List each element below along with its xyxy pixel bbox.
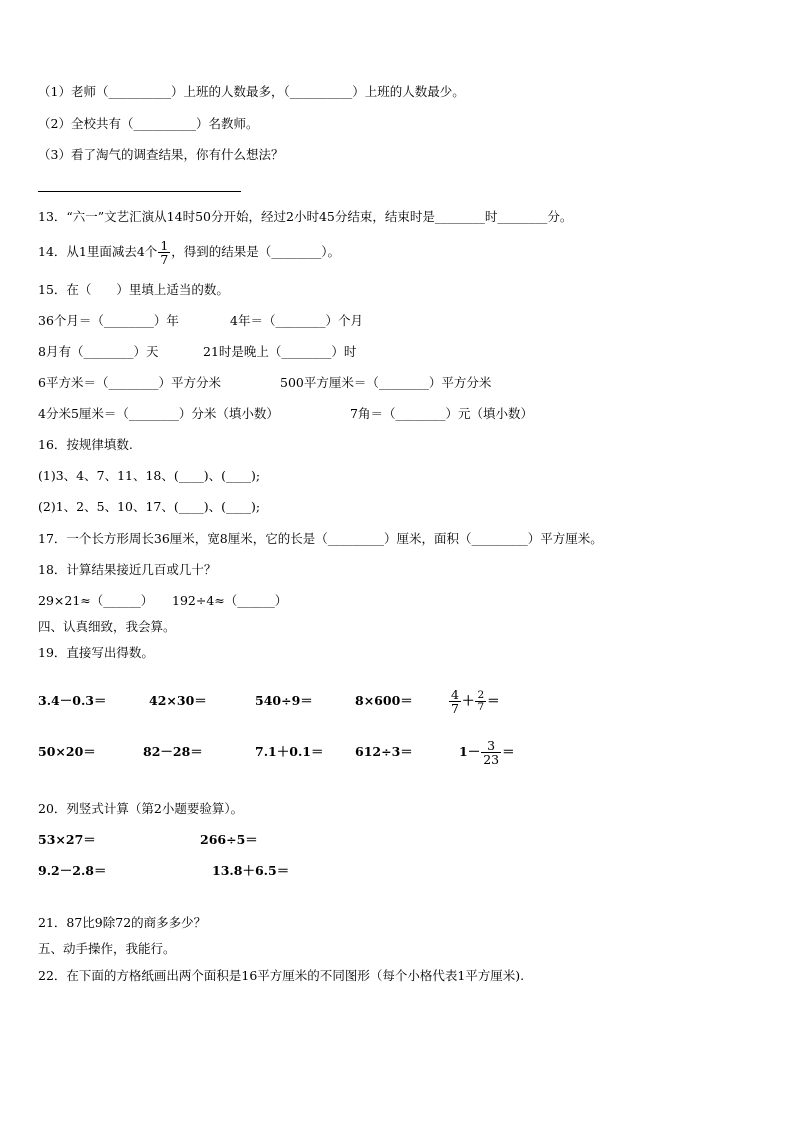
- q12-sub3: （3）看了淘气的调查结果，你有什么想法？: [38, 147, 284, 162]
- q19-r2-3: 7.1＋0.1＝: [255, 744, 324, 759]
- q14: [38, 237, 340, 267]
- q16-s2: (2)1、2、5、10、17、(____)、(____);: [38, 499, 261, 514]
- q14-text-before: 14．从1里面减去4个: [38, 244, 158, 259]
- q21: 21．87比9除72的商多多少？: [38, 915, 207, 930]
- q19-r1-3: 540÷9＝: [255, 693, 313, 708]
- q14-text-after: ，得到的结果是（________）。: [171, 244, 341, 259]
- q12-sub1: （1）老师（__________）上班的人数最多，（__________）上班的人数最少。: [38, 84, 465, 99]
- q13: 13．“六一”文艺汇演从14时50分开始，经过2小时45分结束，结束时是________时________分。: [38, 209, 573, 224]
- q15-r2b: 21时是晚上（________）时: [203, 344, 357, 359]
- fraction-three-twentythirds: $\frac{3}{23}$: [483, 738, 500, 767]
- q19-r2-4: 612÷3＝: [355, 744, 413, 759]
- q19-r1-5: [448, 686, 500, 716]
- q15-r1b: 4年＝（________）个月: [230, 313, 363, 328]
- q20-d: 13.8＋6.5＝: [212, 863, 290, 878]
- q20-b: 266÷5＝: [200, 832, 258, 847]
- fraction-two-sevenths: $\frac{2}{7}$: [477, 689, 485, 713]
- q19-r1-4: 8×600＝: [355, 693, 413, 708]
- q20-title: 20．列竖式计算（第2小题要验算）。: [38, 801, 244, 816]
- q15-r3a: 6平方米＝（________）平方分米: [38, 375, 221, 390]
- q16-s1: (1)3、4、7、11、18、(____)、(____);: [38, 468, 261, 483]
- q19-r2-2: 82－28＝: [143, 744, 203, 759]
- q17: 17．一个长方形周长36厘米，宽8厘米，它的长是（_________）厘米，面积（_________）平方厘米。: [38, 531, 603, 546]
- q15-r3b: 500平方厘米＝（________）平方分米: [280, 375, 492, 390]
- q18-b: 192÷4≈（______）: [172, 593, 288, 608]
- q19-r2-1: 50×20＝: [38, 744, 96, 759]
- fraction-four-sevenths: $\frac{4}{7}$: [451, 687, 459, 716]
- q19-r1-1: 3.4－0.3＝: [38, 693, 107, 708]
- section-4-heading: 四、认真细致，我会算。: [38, 619, 176, 634]
- q15-r4b: 7角＝（________）元（填小数）: [350, 406, 533, 421]
- plus-sign: ＋: [461, 693, 475, 708]
- q18-title: 18．计算结果接近几百或几十？: [38, 562, 217, 577]
- q15-r1a: 36个月＝（________）年: [38, 313, 179, 328]
- q19-r2-5: [459, 737, 515, 767]
- one-minus: 1－: [459, 744, 481, 759]
- q12-sub2: （2）全校共有（__________）名教师。: [38, 116, 259, 131]
- q22: 22．在下面的方格纸画出两个面积是16平方厘米的不同图形（每个小格代表1平方厘米).: [38, 968, 525, 983]
- q15-title: 15．在（ ）里填上适当的数。: [38, 282, 229, 297]
- section-5-heading: 五、动手操作，我能行。: [38, 941, 176, 956]
- q20-c: 9.2－2.8＝: [38, 863, 107, 878]
- equals-sign: ＝: [502, 744, 515, 759]
- q16-title: 16．按规律填数.: [38, 437, 133, 452]
- q19-title: 19．直接写出得数。: [38, 645, 154, 660]
- answer-line: [38, 191, 241, 192]
- equals-sign: ＝: [487, 693, 500, 708]
- q18-a: 29×21≈（______）: [38, 593, 154, 608]
- q15-r4a: 4分米5厘米＝（________）分米（填小数）: [38, 406, 279, 421]
- q19-r1-2: 42×30＝: [149, 693, 207, 708]
- fraction-one-seventh: $\frac{1}{7}$: [160, 238, 169, 267]
- q20-a: 53×27＝: [38, 832, 96, 847]
- q15-r2a: 8月有（________）天: [38, 344, 159, 359]
